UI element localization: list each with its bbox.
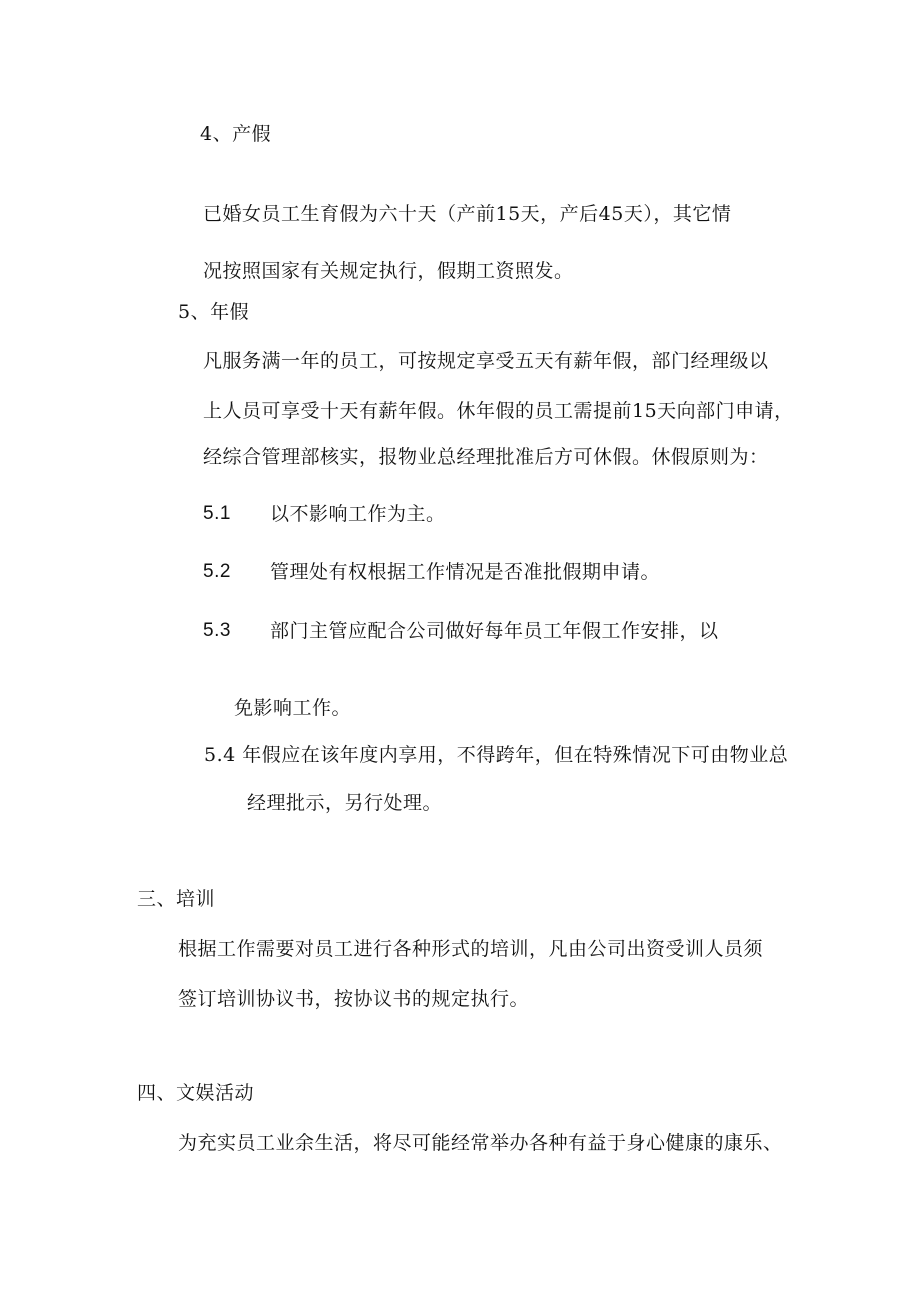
item-text: 部门主管应配合公司做好每年员工年假工作安排，以 bbox=[270, 620, 719, 642]
maternity-leave-text-line-1: 已婚女员工生育假为六十天（产前15天，产后45天），其它情 bbox=[203, 203, 732, 225]
annual-leave-heading: 5、年假 bbox=[178, 301, 250, 323]
item-number: 5.2 bbox=[203, 561, 231, 582]
item-text: 以不影响工作为主。 bbox=[270, 503, 446, 525]
training-heading: 三、培训 bbox=[137, 888, 216, 910]
annual-leave-item-5-3-continuation: 免影响工作。 bbox=[234, 697, 352, 719]
annual-leave-text-line-3: 经综合管理部核实，报物业总经理批准后方可休假。休假原则为： bbox=[203, 446, 769, 468]
annual-leave-text-line-2: 上人员可享受十天有薪年假。休年假的员工需提前15天向部门申请， bbox=[203, 400, 794, 422]
recreation-text-line-1: 为充实员工业余生活，将尽可能经常举办各种有益于身心健康的康乐、 bbox=[178, 1132, 783, 1154]
maternity-leave-heading: 4、产假 bbox=[200, 123, 272, 145]
recreation-heading: 四、文娱活动 bbox=[137, 1082, 255, 1104]
annual-leave-text-line-1: 凡服务满一年的员工，可按规定享受五天有薪年假，部门经理级以 bbox=[203, 350, 769, 372]
item-number: 5.1 bbox=[203, 503, 231, 524]
training-text-line-2: 签订培训协议书，按协议书的规定执行。 bbox=[178, 988, 530, 1010]
item-number: 5.3 bbox=[203, 620, 231, 641]
annual-leave-item-5-4: 5.4 年假应在该年度内享用，不得跨年，但在特殊情况下可由物业总 bbox=[204, 744, 789, 766]
annual-leave-item-5-4-continuation: 经理批示，另行处理。 bbox=[247, 792, 443, 814]
maternity-leave-text-line-2: 况按照国家有关规定执行，假期工资照发。 bbox=[203, 260, 574, 282]
item-text: 管理处有权根据工作情况是否准批假期申请。 bbox=[270, 561, 661, 583]
training-text-line-1: 根据工作需要对员工进行各种形式的培训，凡由公司出资受训人员须 bbox=[178, 938, 764, 960]
